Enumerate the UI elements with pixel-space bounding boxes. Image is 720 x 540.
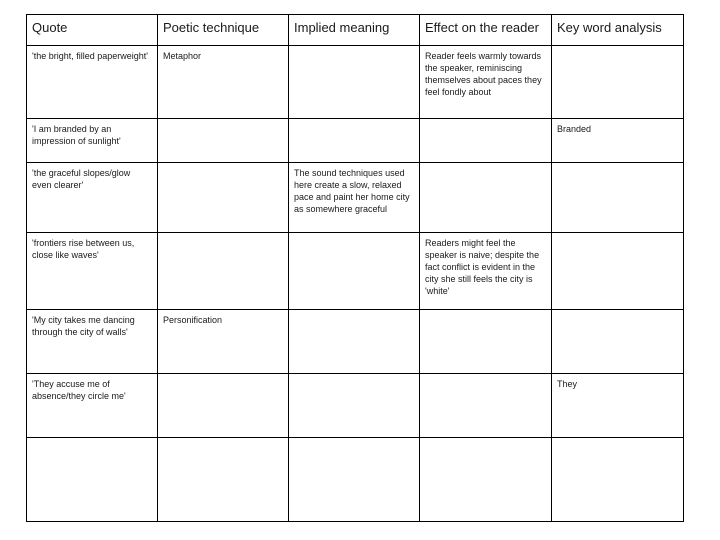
cell-effect-on-reader[interactable] bbox=[420, 119, 552, 163]
cell-quote[interactable] bbox=[27, 438, 158, 522]
cell-quote[interactable]: 'They accuse me of absence/they circle me' bbox=[27, 374, 158, 438]
table-row bbox=[27, 374, 684, 438]
cell-effect-on-reader[interactable]: Readers might feel the speaker is naive; despite the fact conflict is evident in the city she still feels the city is 'white' bbox=[420, 233, 552, 310]
cell-implied-meaning[interactable] bbox=[289, 119, 420, 163]
cell-effect-on-reader[interactable] bbox=[420, 163, 552, 233]
header-key-word-analysis: Key word analysis bbox=[552, 15, 684, 46]
cell-implied-meaning[interactable] bbox=[289, 438, 420, 522]
cell-implied-meaning[interactable] bbox=[289, 46, 420, 119]
cell-quote[interactable]: 'frontiers rise between us, close like waves' bbox=[27, 233, 158, 310]
cell-poetic-technique[interactable]: Personification bbox=[158, 310, 289, 374]
table-row bbox=[27, 310, 684, 374]
cell-quote[interactable]: 'My city takes me dancing through the city of walls' bbox=[27, 310, 158, 374]
cell-key-word-analysis[interactable]: Branded bbox=[552, 119, 684, 163]
cell-poetic-technique[interactable] bbox=[158, 438, 289, 522]
header-implied-meaning: Implied meaning bbox=[289, 15, 420, 46]
cell-poetic-technique[interactable] bbox=[158, 163, 289, 233]
cell-implied-meaning[interactable] bbox=[289, 310, 420, 374]
cell-implied-meaning[interactable]: The sound techniques used here create a slow, relaxed pace and paint her home city as somewhere graceful bbox=[289, 163, 420, 233]
cell-key-word-analysis[interactable]: They bbox=[552, 374, 684, 438]
cell-key-word-analysis[interactable] bbox=[552, 310, 684, 374]
cell-poetic-technique[interactable] bbox=[158, 119, 289, 163]
header-quote: Quote bbox=[27, 15, 158, 46]
cell-quote[interactable]: 'the bright, filled paperweight' bbox=[27, 46, 158, 119]
cell-key-word-analysis[interactable] bbox=[552, 438, 684, 522]
cell-effect-on-reader[interactable] bbox=[420, 438, 552, 522]
table-row bbox=[27, 438, 684, 522]
header-effect-on-reader: Effect on the reader bbox=[420, 15, 552, 46]
analysis-table-container bbox=[26, 14, 683, 521]
cell-quote[interactable]: 'I am branded by an impression of sunlight' bbox=[27, 119, 158, 163]
table-row bbox=[27, 163, 684, 233]
cell-effect-on-reader[interactable] bbox=[420, 374, 552, 438]
table-row bbox=[27, 46, 684, 119]
cell-implied-meaning[interactable] bbox=[289, 374, 420, 438]
cell-key-word-analysis[interactable] bbox=[552, 233, 684, 310]
cell-implied-meaning[interactable] bbox=[289, 233, 420, 310]
cell-poetic-technique[interactable]: Metaphor bbox=[158, 46, 289, 119]
cell-quote[interactable]: 'the graceful slopes/glow even clearer' bbox=[27, 163, 158, 233]
header-row bbox=[27, 15, 684, 46]
cell-key-word-analysis[interactable] bbox=[552, 46, 684, 119]
table-row bbox=[27, 119, 684, 163]
cell-effect-on-reader[interactable]: Reader feels warmly towards the speaker, reminiscing themselves about paces they feel fondly about bbox=[420, 46, 552, 119]
cell-poetic-technique[interactable] bbox=[158, 233, 289, 310]
cell-key-word-analysis[interactable] bbox=[552, 163, 684, 233]
cell-effect-on-reader[interactable] bbox=[420, 310, 552, 374]
poem-analysis-table bbox=[26, 14, 684, 522]
table-row bbox=[27, 233, 684, 310]
cell-poetic-technique[interactable] bbox=[158, 374, 289, 438]
header-poetic-technique: Poetic technique bbox=[158, 15, 289, 46]
